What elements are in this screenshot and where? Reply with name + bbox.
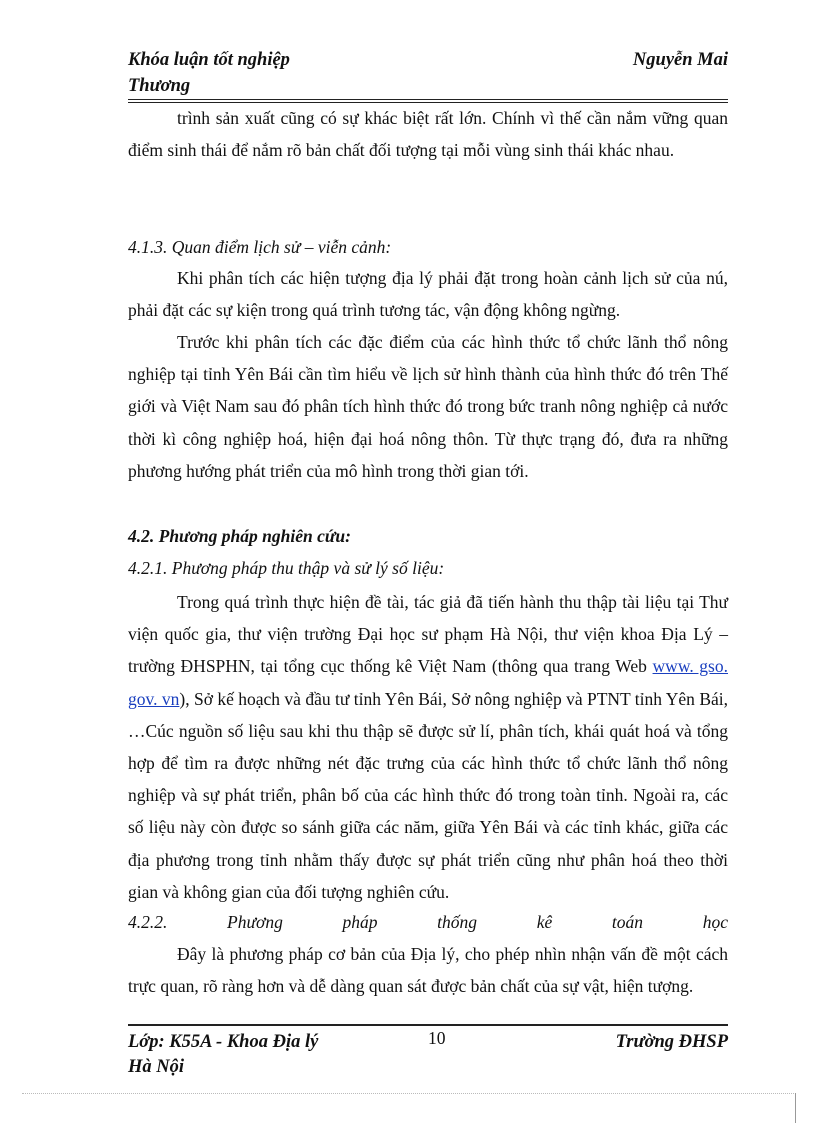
header-rule (128, 99, 728, 100)
heading-word: pháp (342, 912, 378, 932)
paragraph-data-collection-part2: ), Sở kế hoạch và đầu tư tỉnh Yên Bái, Sở nông nghiệp và PTNT tỉnh Yên Bái, …Cúc nguồn số liệu sau khi thu thập sẽ được sử lí, phân tích, khái quát hoá và tổng hợp để tìm ra được những nét đặc trưng của các hình thức tổ chức lãnh thổ nông nghiệp và sự phát triển, phân bố của các hình thức đó trong toàn tỉnh. Ngoài ra, các số liệu này còn được so sánh giữa các năm, giữa Yên Bái và các tỉnh khác, giữa các địa phương trong tỉnh nhằm thấy được sự phát triển cũng như phân hoá theo thời gian và không gian của đối tượng nghiên cứu. (128, 688, 728, 902)
footer-university: Trường ĐHSP (615, 1032, 728, 1052)
page-boundary (22, 1093, 794, 1094)
heading-4-2-1: 4.2.1. Phương pháp thu thập và sử lý số liệu: (128, 558, 445, 578)
paragraph-statistics: Đây là phương pháp cơ bản của Địa lý, cho phép nhìn nhận vấn đề một cách trực quan, rõ ràng hơn và dễ dàng quan sát được bản chất của sự vật, hiện tượng. (128, 944, 728, 997)
header-author-continuation: Thương (128, 76, 191, 96)
paragraph-before-analysis: Trước khi phân tích các đặc điểm của các hình thức tổ chức lãnh thổ nông nghiệp tại tỉnh Yên Bái cần tìm hiểu về lịch sử hình thành của hình thức đó trên Thế giới và Việt Nam sau đó phân tích hình thức đó trong bức tranh nông nghiệp cả nước thời kì công nghiệp hoá, hiện đại hoá nông thôn. Từ thực trạng đó, đưa ra những phương hướng phát triển của mô hình trong thời gian tới. (128, 332, 728, 481)
header-title: Khóa luận tốt nghiệp (128, 50, 290, 70)
heading-word: 4.2.2. (128, 912, 168, 932)
heading-word: Phương (227, 912, 283, 932)
heading-4-2: 4.2. Phương pháp nghiên cứu: (128, 526, 351, 546)
heading-word: học (702, 912, 728, 932)
footer-city: Hà Nội (128, 1057, 185, 1077)
website-link[interactable]: www. gso. gov. vn (128, 656, 728, 709)
header-author: Nguyễn Mai (632, 50, 728, 70)
paragraph-data-collection (128, 586, 728, 908)
heading-4-2-2 (128, 910, 728, 934)
footer-class: Lớp: K55A - Khoa Địa lý (128, 1032, 319, 1052)
heading-word: toán (611, 912, 644, 932)
crop-mark (795, 1093, 796, 1123)
paragraph-ecology: trình sản xuất cũng có sự khác biệt rất lớn. Chính vì thế cần nắm vững quan điểm sinh thái để nắm rõ bản chất đối tượng tại mỗi vùng sinh thái khác nhau. (128, 108, 728, 161)
paragraph-history: Khi phân tích các hiện tượng địa lý phải đặt trong hoàn cảnh lịch sử của nú, phải đặt các sự kiện trong quá trình tương tác, vận động không ngừng. (128, 268, 728, 321)
heading-4-1-3: 4.1.3. Quan điểm lịch sử – viễn cảnh: (128, 237, 392, 257)
heading-word: kê (536, 912, 553, 932)
heading-word: thống (437, 912, 478, 932)
paragraph-data-collection-part1: Trong quá trình thực hiện đề tài, tác giả đã tiến hành thu thập tài liệu tại Thư viện quốc gia, thư viện trường Đại học sư phạm Hà Nội, thư viện khoa Địa Lý – trường ĐHSPHN, tại tổng cục thống kê Việt Nam (thông qua trang Web (128, 592, 728, 677)
page-number: 10 (428, 1028, 446, 1048)
